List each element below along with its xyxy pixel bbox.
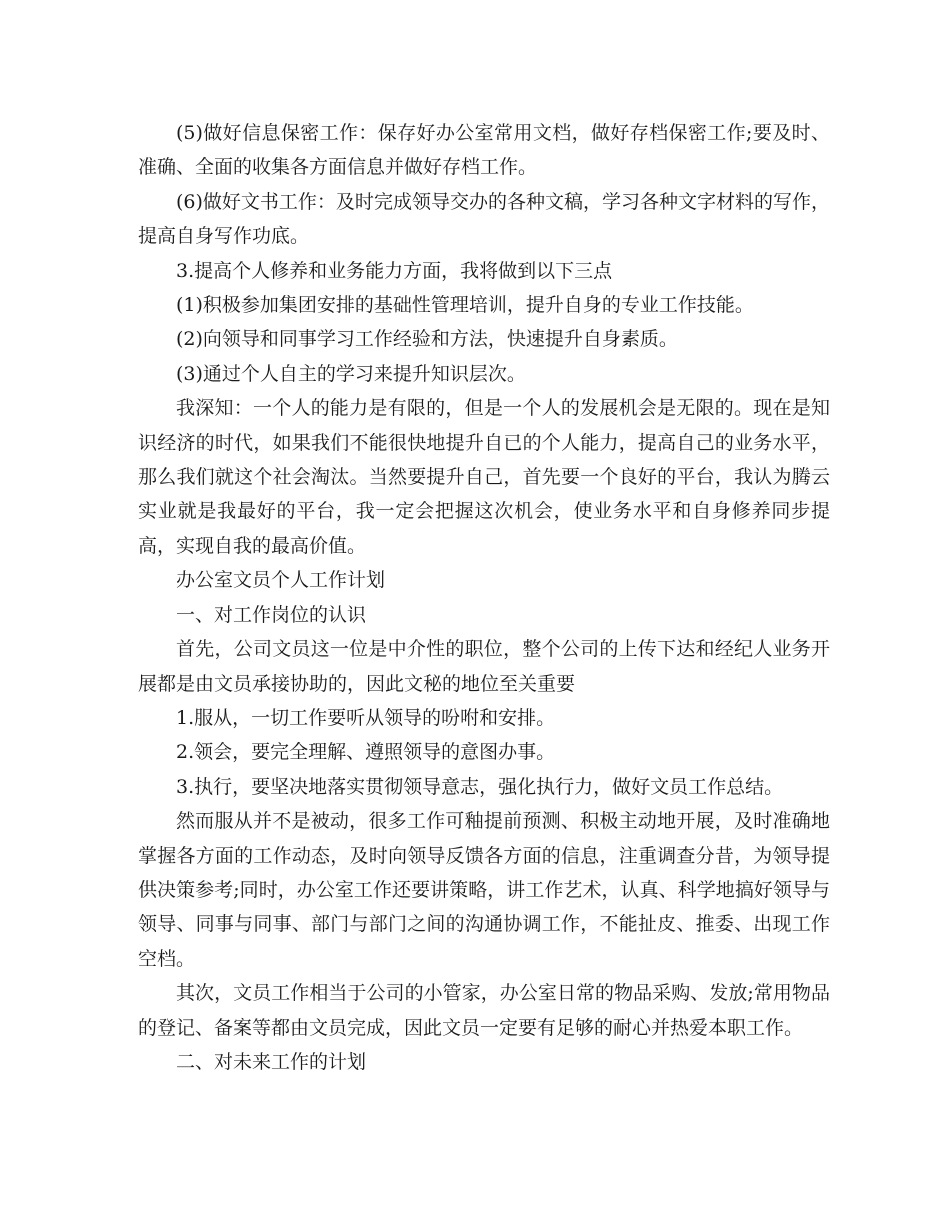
section-heading-future-plan: 二、对未来工作的计划 — [176, 1050, 367, 1073]
paragraph-document-writing: (6)做好文书工作：及时完成领导交办的各种文稿，学习各种文字材料的写作，提高自身写作功底。 — [138, 190, 830, 248]
paragraph-training: (1)积极参加集团安排的基础性管理培训，提升自身的专业工作技能。 — [176, 294, 754, 317]
paragraph-office-housekeeping: 其次，文员工作相当于公司的小管家，办公室日常的物品采购、发放;常用物品的登记、备案等都由文员完成，因此文员一定要有足够的耐心并热爱本职工作。 — [138, 982, 830, 1039]
paragraph-learn-from-colleagues: (2)向领导和同事学习工作经验和方法，快速提升自身素质。 — [176, 328, 678, 351]
paragraph-info-confidentiality: (5)做好信息保密工作：保存好办公室常用文档，做好存档保密工作;要及时、准确、全面的收集各方面信息并做好存档工作。 — [138, 122, 830, 179]
paragraph-reflection: 我深知：一个人的能力是有限的，但是一个人的发展机会是无限的。现在是知识经济的时代，如果我们不能很快地提升自已的个人能力，提高自己的业务水平，那么我们就这个社会淘汰。当然要提升自己，首先要一个良好的平台，我认为腾云实业就是我最好的平台，我一定会把握这次机会，使业务水平和自身修养同步提高，实现自我的最高价值。 — [138, 397, 830, 557]
section-heading-job-understanding: 一、对工作岗位的认识 — [176, 603, 367, 626]
list-item-understand: 2.领会，要完全理解、遵照领导的意图办事。 — [176, 741, 556, 764]
document-body — [138, 116, 830, 1079]
paragraph-clerk-role: 首先，公司文员这一位是中介性的职位，整个公司的上传下达和经纪人业务开展都是由文员承接协助的，因此文秘的地位至关重要 — [138, 638, 830, 695]
paragraph-self-improvement-heading: 3.提高个人修养和业务能力方面，我将做到以下三点 — [176, 259, 613, 282]
list-item-execute: 3.执行，要坚决地落实贯彻领导意志，强化执行力，做好文员工作总结。 — [176, 775, 784, 798]
section-title-work-plan: 办公室文员个人工作计划 — [176, 569, 386, 592]
paragraph-proactive-work: 然而服从并不是被动，很多工作可釉提前预测、积极主动地开展，及时准确地掌握各方面的工作动态，及时向领导反馈各方面的信息，注重调查分昔，为领导提供决策参考;同时，办公室工作还要讲策略，讲工作艺术，认真、科学地搞好领导与领导、同事与同事、部门与部门之间的沟通协调工作，不能扯皮、推委、出现工作空档。 — [138, 810, 830, 970]
list-item-obey: 1.服从，一切工作要听从领导的吩咐和安排。 — [176, 706, 556, 729]
paragraph-self-study: (3)通过个人自主的学习来提升知识层次。 — [176, 362, 526, 385]
